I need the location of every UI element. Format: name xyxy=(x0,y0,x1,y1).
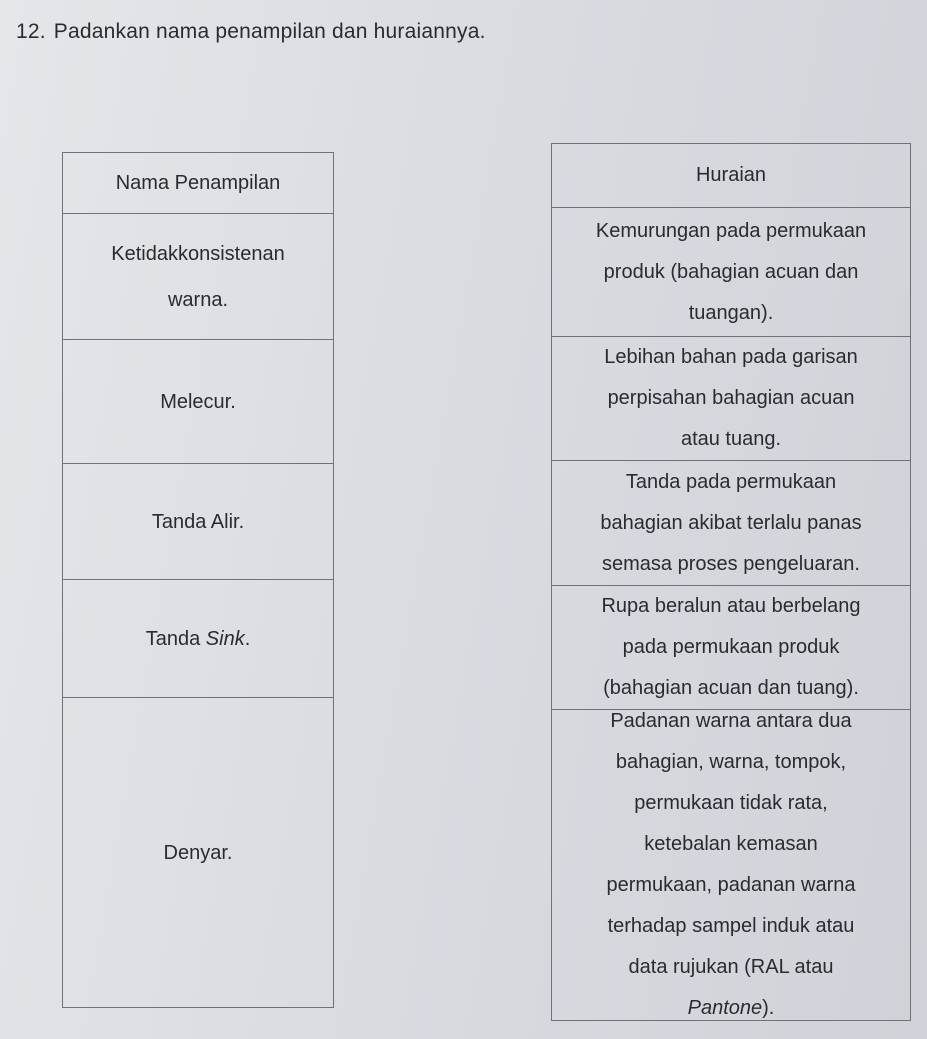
row-text-line: Padanan warna antara dua xyxy=(610,710,852,732)
row-text-line: Melecur. xyxy=(160,390,236,413)
row-text-part: . xyxy=(244,627,251,650)
description-row-2 xyxy=(552,336,910,460)
row-text-line: Lebihan bahan pada garisan xyxy=(604,346,858,368)
row-text-line: perpisahan bahagian acuan xyxy=(607,387,855,409)
description-table xyxy=(551,143,911,1021)
row-text-line: semasa proses pengeluaran. xyxy=(602,552,860,575)
row-text-line: (bahagian acuan dan tuang). xyxy=(603,677,859,699)
row-text-line: terhadap sampel induk atau xyxy=(607,915,855,937)
row-text-part: Tanda xyxy=(145,627,206,650)
appearance-name-header xyxy=(63,153,333,213)
row-text-line: ketebalan kemasan xyxy=(644,833,818,855)
row-text-line: Kemurungan pada permukaan xyxy=(595,219,867,242)
row-text-line: pada permukaan produk xyxy=(622,636,840,658)
appearance-name-table xyxy=(62,152,334,1008)
appearance-row-4 xyxy=(63,579,333,697)
row-text-line: Ketidakkonsistenan xyxy=(111,242,285,265)
row-text-line: atau tuang. xyxy=(680,428,782,450)
appearance-row-2 xyxy=(63,339,333,463)
description-row-1 xyxy=(552,207,910,336)
row-text-line: bahagian, warna, tompok, xyxy=(615,751,847,773)
row-text-line: tuangan). xyxy=(688,301,774,324)
row-text-line: data rujukan (RAL atau xyxy=(628,956,834,978)
row-text-line: Denyar. xyxy=(163,841,233,864)
row-text-line: permukaan, padanan warna xyxy=(606,874,856,896)
appearance-row-3 xyxy=(63,463,333,579)
question-text: Padankan nama penampilan dan huraiannya. xyxy=(53,20,486,43)
header-label: Huraian xyxy=(695,164,767,186)
question-title xyxy=(16,20,486,44)
row-text-line: produk (bahagian acuan dan xyxy=(603,260,859,283)
description-row-5 xyxy=(552,709,910,1020)
row-text-line: Tanda Alir. xyxy=(151,510,245,533)
row-text-line: bahagian akibat terlalu panas xyxy=(600,511,862,534)
description-row-4 xyxy=(552,585,910,709)
row-text-line: warna. xyxy=(167,288,228,311)
row-text-line xyxy=(146,616,251,662)
row-text-part: ). xyxy=(762,997,775,1019)
description-header xyxy=(552,144,910,207)
row-text-line: Rupa beralun atau berbelang xyxy=(601,595,861,617)
row-text-italic: Sink xyxy=(205,627,245,650)
description-row-3 xyxy=(552,460,910,585)
row-text-line xyxy=(606,988,855,1029)
row-text-line: permukaan tidak rata, xyxy=(634,792,828,814)
appearance-row-1 xyxy=(63,213,333,339)
row-text-line: Tanda pada permukaan xyxy=(625,470,837,493)
header-label: Nama Penampilan xyxy=(115,172,281,194)
question-number: 12. xyxy=(16,20,46,43)
appearance-row-5 xyxy=(63,697,333,1007)
row-text-italic: Pantone xyxy=(687,997,763,1019)
